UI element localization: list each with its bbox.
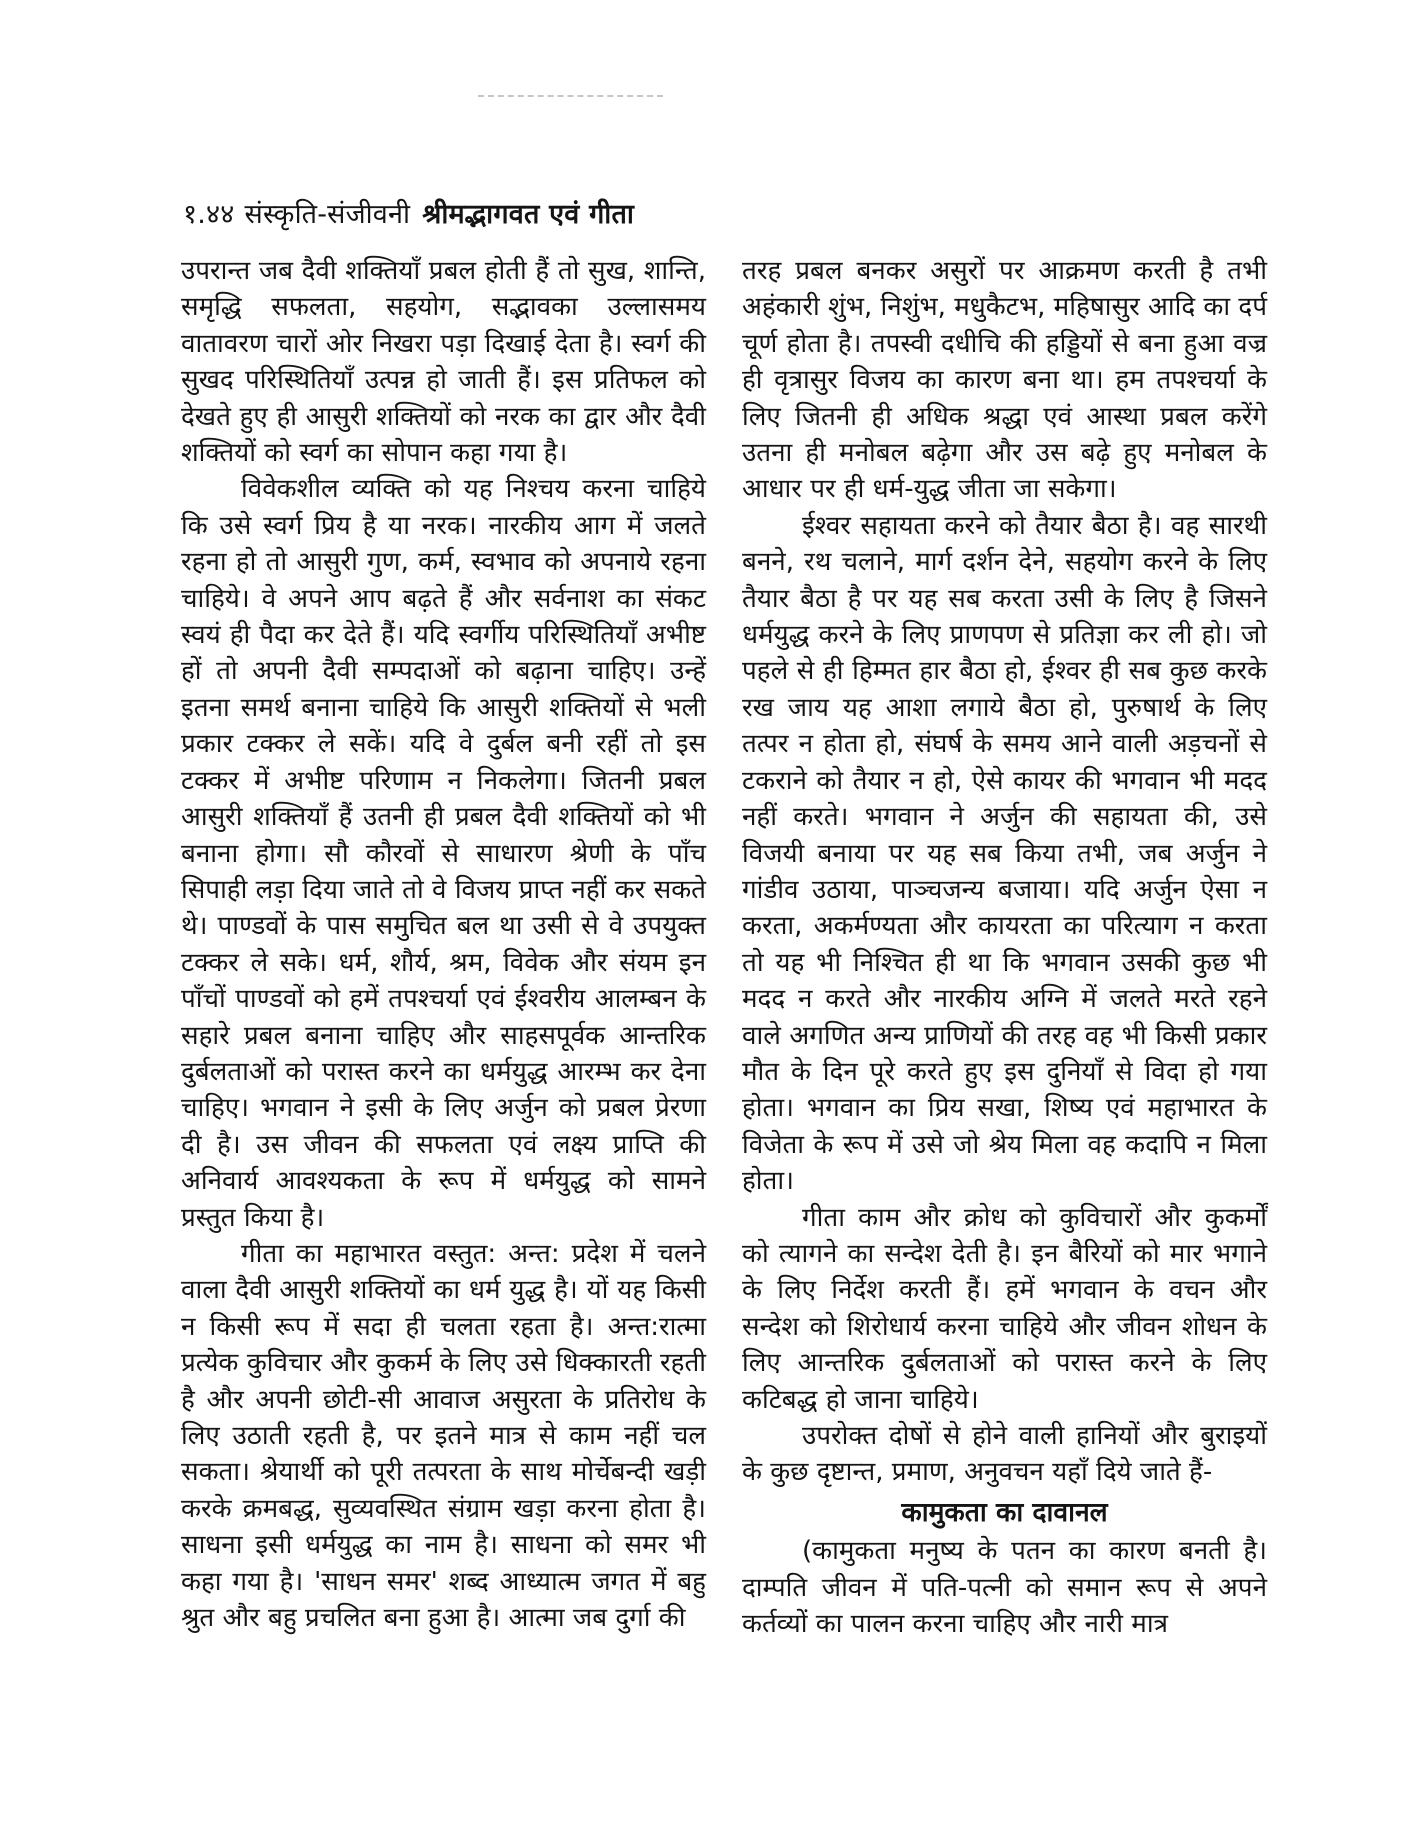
book-title: श्रीमद्भागवत एवं गीता	[422, 199, 635, 230]
book-series-title: संस्कृति-संजीवनी	[244, 199, 411, 230]
paragraph: ईश्वर सहायता करने को तैयार बैठा है। वह सारथी बनने, रथ चलाने, मार्ग दर्शन देने, सहयोग करने के लिए तैयार बैठा है पर यह सब करता उसी के लिए है जिसने धर्मयुद्ध करने के लिए प्राणपण से प्रतिज्ञा कर ली हो। जो पहले से ही हिम्मत हार बैठा हो, ईश्वर ही सब कुछ करके रख जाय यह आशा लगाये बैठा हो, पुरुषार्थ के लिए तत्पर न होता हो, संघर्ष के समय आने वाली अड़चनों से टकराने को तैयार न हो, ऐसे कायर की भगवान भी मदद नहीं करते। भगवान ने अर्जुन की सहायता की, उसे विजयी बनाया पर यह सब किया तभी, जब अर्जुन ने गांडीव उठाया, पाञ्चजन्य बजाया। यदि अर्जुन ऐसा न करता, अकर्मण्यता और कायरता का परित्याग न करता तो यह भी निश्चित ही था कि भगवान उसकी कुछ भी मदद न करते और नारकीय अग्नि में जलते मरते रहने वाले अगणित अन्य प्राणियों की तरह वह भी किसी प्रकार मौत के दिन पूरे करते हुए इस दुनियाँ से विदा हो गया होता। भगवान का प्रिय सखा, शिष्य एवं महाभारत के विजेता के रूप में उसे जो श्रेय मिला वह कदापि न मिला होता।	[742, 510, 1267, 1197]
right-column	[742, 253, 1267, 1642]
left-column	[181, 253, 706, 1642]
section-heading: कामुकता का दावानल	[901, 1496, 1108, 1528]
page-number: १.४४	[183, 199, 235, 230]
paragraph: विवेकशील व्यक्ति को यह निश्चय करना चाहिये कि उसे स्वर्ग प्रिय है या नरक। नारकीय आग में जलते रहना हो तो आसुरी गुण, कर्म, स्वभाव को अपनाये रहना चाहिये। वे अपने आप बढ़ते हैं और सर्वनाश का संकट स्वयं ही पैदा कर देते हैं। यदि स्वर्गीय परिस्थितियाँ अभीष्ट हों तो अपनी दैवी सम्पदाओं को बढ़ाना चाहिए। उन्हें इतना समर्थ बनाना चाहिये कि आसुरी शक्तियों से भली प्रकार टक्कर ले सकें। यदि वे दुर्बल बनी रहीं तो इस टक्कर में अभीष्ट परिणाम न निकलेगा। जितनी प्रबल आसुरी शक्तियाँ हैं उतनी ही प्रबल दैवी शक्तियों को भी बनाना होगा। सौ कौरवों से साधारण श्रेणी के पाँच सिपाही लड़ा दिया जाते तो वे विजय प्राप्त नहीं कर सकते थे। पाण्डवों के पास समुचित बल था उसी से वे उपयुक्त टक्कर ले सके। धर्म, शौर्य, श्रम, विवेक और संयम इन पाँचों पाण्डवों को हमें तपश्चर्या एवं ईश्वरीय आलम्बन के सहारे प्रबल बनाना चाहिए और साहसपूर्वक आन्तरिक दुर्बलताओं को परास्त करने का धर्मयुद्ध आरम्भ कर देना चाहिए। भगवान ने इसी के लिए अर्जुन को प्रबल प्रेरणा दी है। उस जीवन की सफलता एवं लक्ष्य प्राप्ति की अनिवार्य आवश्यकता के रूप में धर्मयुद्ध को सामने प्रस्तुत किया है।	[181, 474, 706, 1233]
paragraph: गीता काम और क्रोध को कुविचारों और कुकर्मों को त्यागने का सन्देश देती है। इन बैरियों को मार भगाने के लिए निर्देश करती हैं। हमें भगवान के वचन और सन्देश को शिरोधार्य करना चाहिये और जीवन शोधन के लिए आन्तरिक दुर्बलताओं को परास्त करने के लिए कटिबद्ध हो जाना चाहिये।	[742, 1202, 1267, 1415]
paragraph: गीता का महाभारत वस्तुत: अन्त: प्रदेश में चलने वाला दैवी आसुरी शक्तियों का धर्म युद्ध है। यों यह किसी न किसी रूप में सदा ही चलता रहता है। अन्त:रात्मा प्रत्येक कुविचार और कुकर्म के लिए उसे धिक्कारती रहती है और अपनी छोटी-सी आवाज असुरता के प्रतिरोध के लिए उठाती रहती है, पर इतने मात्र से काम नहीं चल सकता। श्रेयार्थी को पूरी तत्परता के साथ मोर्चेबन्दी खड़ी करके क्रमबद्ध, सुव्यवस्थित संग्राम खड़ा करना होता है। साधना इसी धर्मयुद्ध का नाम है। साधना को समर भी कहा गया है। 'साधन समर' शब्द आध्यात्म जगत में बहु श्रुत और बहु प्रचलित बना हुआ है। आत्मा जब दुर्गा की	[181, 1238, 706, 1634]
scan-artifact	[478, 95, 663, 97]
paragraph: उपरान्त जब दैवी शक्तियाँ प्रबल होती हैं तो सुख, शान्ति, समृद्धि सफलता, सहयोग, सद्भावका उल्लासमय वातावरण चारों ओर निखरा पड़ा दिखाई देता है। स्वर्ग की सुखद परिस्थितियाँ उत्पन्न हो जाती हैं। इस प्रतिफल को देखते हुए ही आसुरी शक्तियों को नरक का द्वार और दैवी शक्तियों को स्वर्ग का सोपान कहा गया है।	[181, 256, 706, 469]
paragraph: उपरोक्त दोषों से होने वाली हानियों और बुराइयों के कुछ दृष्टान्त, प्रमाण, अनुवचन यहाँ दिये जाते हैं-	[742, 1421, 1267, 1488]
page-header	[183, 198, 634, 232]
text-columns	[181, 253, 1267, 1642]
paragraph: तरह प्रबल बनकर असुरों पर आक्रमण करती है तभी अहंकारी शुंभ, निशुंभ, मधुकैटभ, महिषासुर आदि का दर्प चूर्ण होता है। तपस्वी दधीचि की हड्डियों से बना हुआ वज्र ही वृत्रासुर विजय का कारण बना था। हम तपश्चर्या के लिए जितनी ही अधिक श्रद्धा एवं आस्था प्रबल करेंगे उतना ही मनोबल बढ़ेगा और उस बढ़े हुए मनोबल के आधार पर ही धर्म-युद्ध जीता जा सकेगा।	[742, 256, 1267, 505]
paragraph: (कामुकता मनुष्य के पतन का कारण बनती है। दाम्पति जीवन में पति-पत्नी को समान रूप से अपने कर्तव्यों का पालन करना चाहिए और नारी मात्र	[742, 1536, 1267, 1640]
